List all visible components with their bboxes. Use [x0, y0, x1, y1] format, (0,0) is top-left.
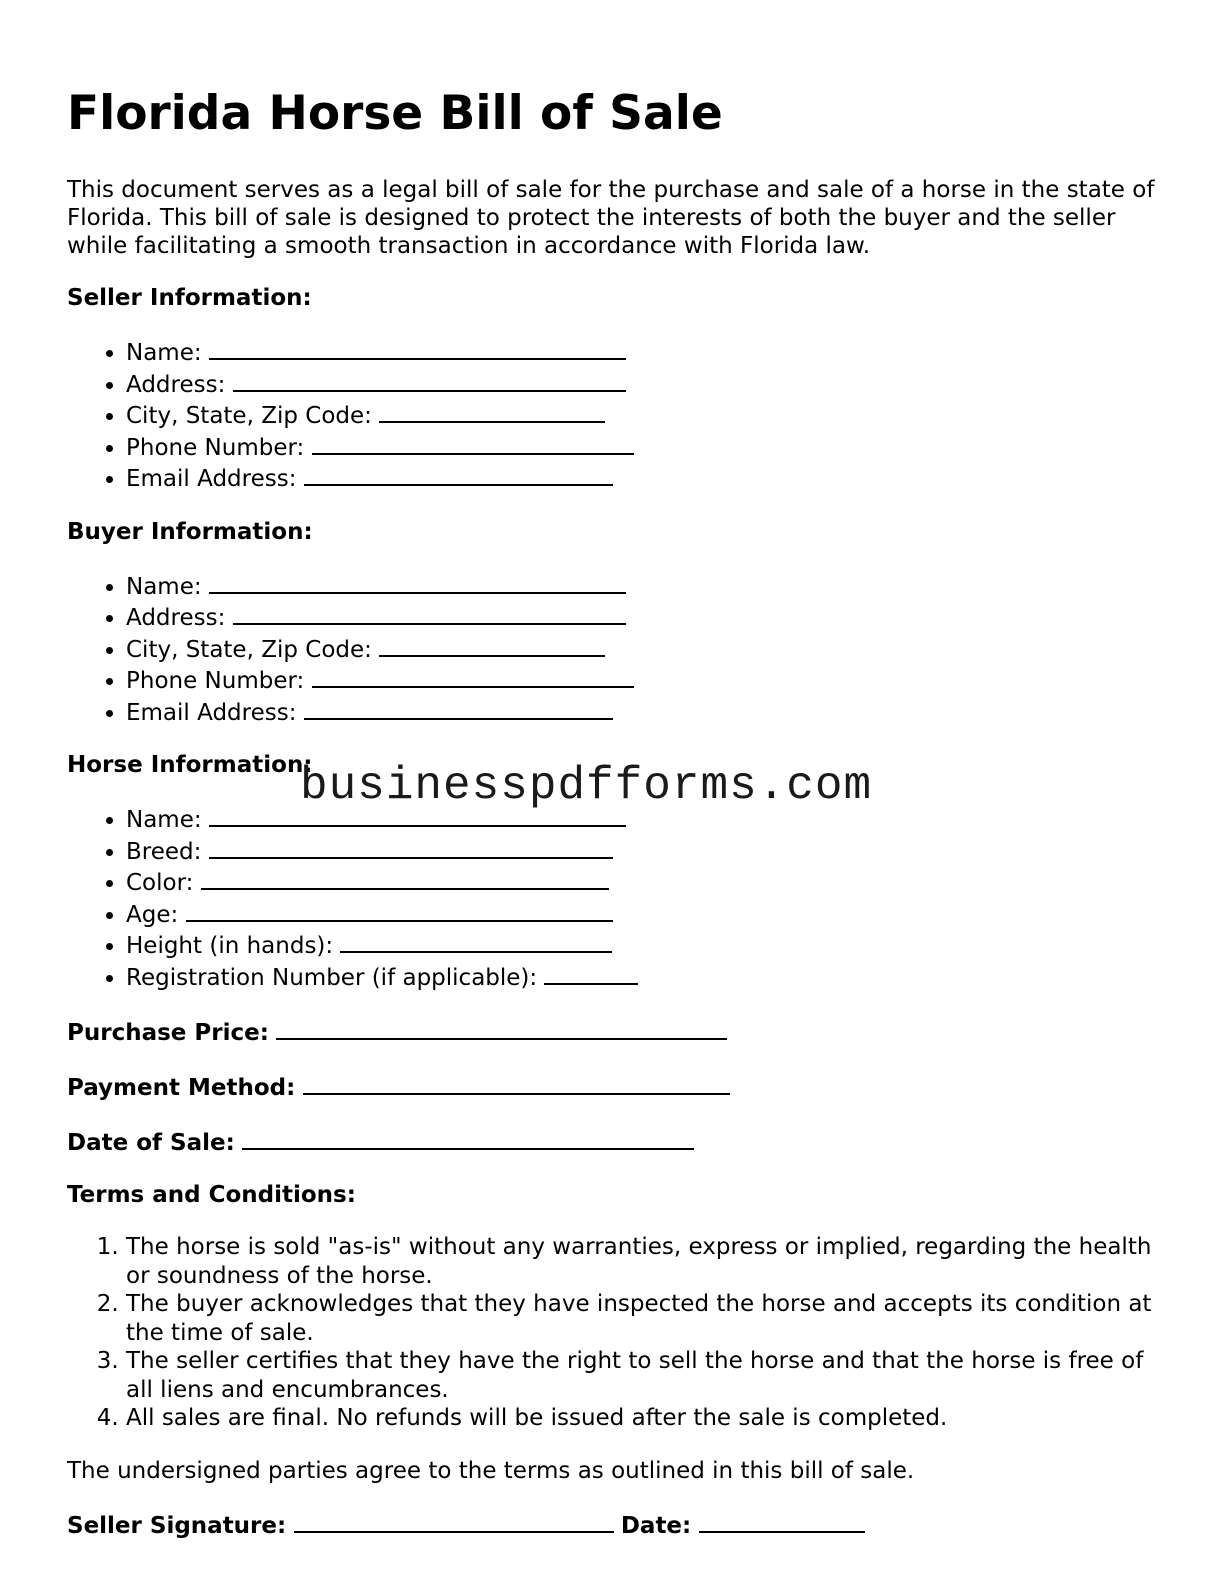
seller-email-blank[interactable] [304, 462, 613, 486]
seller-phone-blank[interactable] [312, 431, 634, 455]
seller-city-blank[interactable] [379, 399, 605, 423]
horse-height-field: • Height (in hands): [126, 929, 1167, 961]
horse-age-field: • Age: [126, 898, 1167, 930]
page-title: Florida Horse Bill of Sale [67, 86, 723, 141]
seller-signature-blank[interactable] [294, 1509, 614, 1533]
horse-heading: Horse Information: [67, 752, 313, 778]
seller-heading: Seller Information: [67, 285, 312, 311]
horse-breed-field: • Breed: [126, 835, 1167, 867]
buyer-heading: Buyer Information: [67, 518, 313, 545]
seller-name-blank[interactable] [209, 336, 626, 360]
buyer-email-blank[interactable] [304, 696, 613, 720]
buyer-name-field: • Name: [126, 570, 1167, 602]
buyer-address-blank[interactable] [233, 601, 626, 625]
terms-item: 4. All sales are final. No refunds will be issued after the sale is completed. [126, 1404, 1167, 1433]
terms-heading: Terms and Conditions: [67, 1182, 356, 1208]
horse-color-blank[interactable] [201, 866, 609, 890]
seller-fields [67, 336, 1167, 494]
payment-method-blank[interactable] [303, 1071, 730, 1095]
horse-registration-field: • Registration Number (if applicable): [126, 961, 1167, 993]
horse-fields [67, 803, 1167, 992]
document-page [67, 86, 1167, 1564]
horse-breed-blank[interactable] [209, 835, 613, 859]
seller-address-field: • Address: [126, 368, 1167, 400]
seller-email-field: • Email Address: [126, 462, 1167, 494]
purchase-price-field: Purchase Price: [67, 1016, 1167, 1047]
horse-height-blank[interactable] [340, 929, 612, 953]
terms-list [67, 1233, 1167, 1433]
buyer-fields [67, 570, 1167, 728]
signature-date-blank[interactable] [699, 1509, 865, 1533]
date-of-sale-field: Date of Sale: [67, 1126, 1167, 1157]
intro-paragraph: This document serves as a legal bill of sale for the purchase and sale of a horse in the state of Florida. This bill of sale is designed to protect the interests of both the buyer and the seller while facilitating a smooth transaction in accordance with Florida law. [67, 177, 1155, 259]
seller-name-field: • Name: [126, 336, 1167, 368]
purchase-price-blank[interactable] [276, 1016, 727, 1040]
horse-color-field: • Color: [126, 866, 1167, 898]
buyer-name-blank[interactable] [209, 570, 626, 594]
date-of-sale-blank[interactable] [242, 1126, 694, 1150]
closing-statement: The undersigned parties agree to the terms as outlined in this bill of sale. [67, 1457, 915, 1484]
payment-method-field: Payment Method: [67, 1071, 1167, 1102]
watermark-text: businesspdfforms.com [300, 760, 873, 812]
buyer-phone-blank[interactable] [312, 664, 634, 688]
seller-address-blank[interactable] [233, 368, 626, 392]
terms-item: 3. The seller certifies that they have the right to sell the horse and that the horse is free of all liens and encumbrances. [126, 1347, 1167, 1404]
buyer-email-field: • Email Address: [126, 696, 1167, 728]
buyer-phone-field: • Phone Number: [126, 664, 1167, 696]
terms-item: 1. The horse is sold "as-is" without any warranties, express or implied, regarding the health or soundness of the horse. [126, 1233, 1167, 1290]
buyer-city-blank[interactable] [379, 633, 605, 657]
terms-item: 2. The buyer acknowledges that they have inspected the horse and accepts its condition at the time of sale. [126, 1290, 1167, 1347]
buyer-address-field: • Address: [126, 601, 1167, 633]
seller-city-field: • City, State, Zip Code: [126, 399, 1167, 431]
horse-registration-blank[interactable] [544, 961, 638, 985]
horse-age-blank[interactable] [186, 898, 613, 922]
buyer-city-field: • City, State, Zip Code: [126, 633, 1167, 665]
horse-name-field: • Name: [126, 803, 1167, 835]
seller-phone-field: • Phone Number: [126, 431, 1167, 463]
seller-signature-field: Seller Signature: Date: [67, 1509, 1167, 1540]
